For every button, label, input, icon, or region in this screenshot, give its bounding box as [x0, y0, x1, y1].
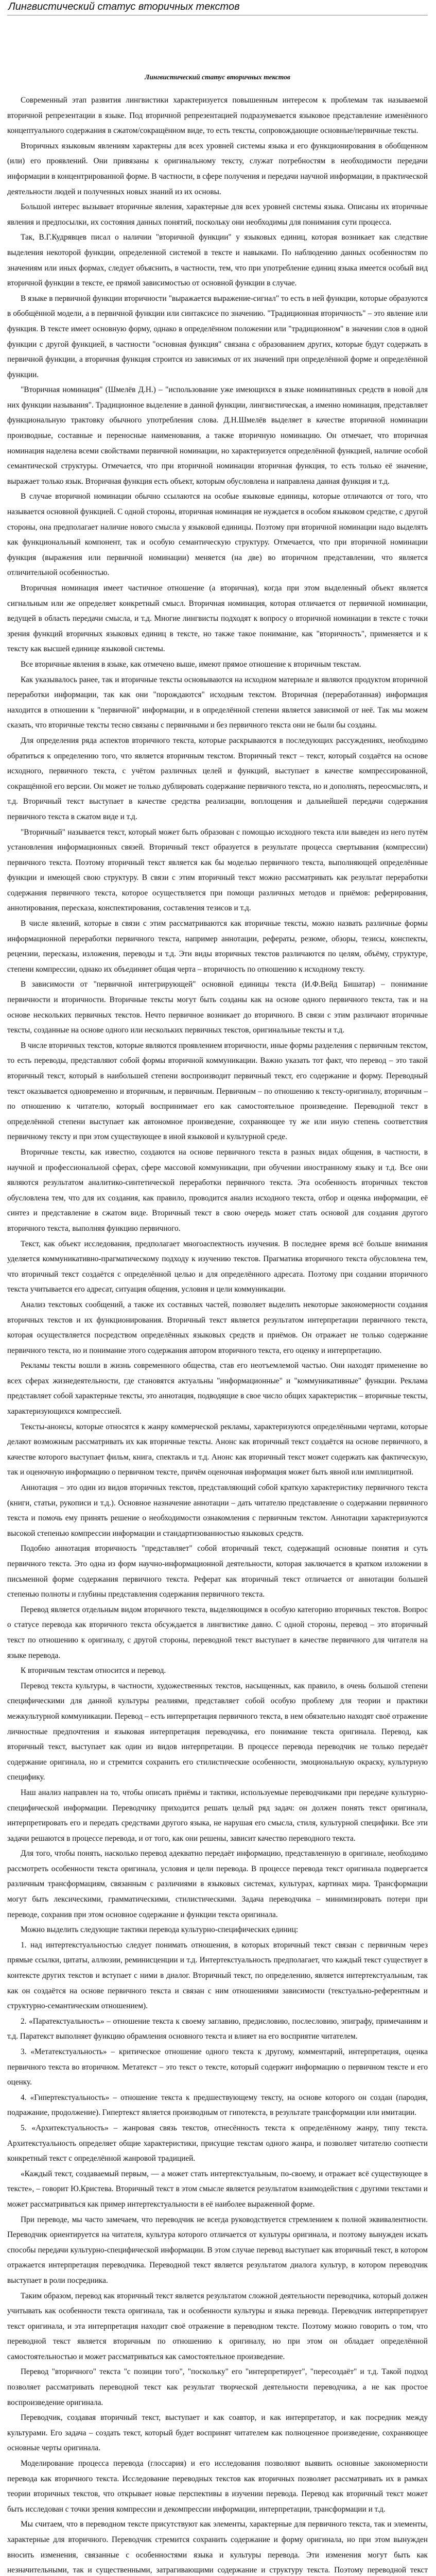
- body-paragraph: Переводчик, создавая вторичный текст, выступает и как соавтор, и как интерпретатор, и как посредник между культурами. Его задача – создать текст, который будет воспринят читателем как полноценное произведение, сохраняющее основные черты оригинала.: [7, 2413, 428, 2453]
- body-paragraph: В числе вторичных текстов, которые являются проявлением вторичности, иные формы разделения с первичным текстом, то есть переводы, представляют собой формы вторичной коммуникации. Важно указать тот факт, что перевод – это такой вторичный текст, который в наибольшей степени воспроизводит первичный текст, его содержание и форму. Переводный текст оказывается одновременно и вторичным, и первичным. Первичным – по отношению к тексту-оригиналу, вторичным – по отношению к читателю, который воспринимает его как самостоятельное произведение. Переводной текст в определённой степени выступает как автономное произведение, сохраняющее ту же или иную степень соответствия первичному тексту и при этом существующее в иной языковой и культурной среде.: [7, 1041, 428, 1142]
- body-paragraph: К вторичным текстам относится и перевод.: [21, 1666, 166, 1675]
- body-paragraph: Современный этап развития лингвистики характеризуется повышенным интересом к проблемам так называемой вторичной репрезентации в языке. Под вторичной репрезентацией подразумевается языковое представление изменённого концептуального содержания в сжатом/сокращённом виде, то есть тексты, сопровождающие основные/первичные тексты.: [7, 96, 428, 135]
- body-paragraph: В зависимости от "первичной интегрирующей" основной единицы текста (И.Ф.Вейд Бишатар) – понимание первичности и вторичности. Вторичные тексты могут быть созданы как на основе одного первичного текста, так и на основе нескольких первичных текстов. Нечто первичное возникает до вторичного. В связи с этим различают вторичные тексты, созданные на основе одного или нескольких первичных текстов, оригинальные тексты и т.д.: [7, 980, 428, 1035]
- body-paragraph: Вторичная номинация имеет частичное отношение (а вторичная), когда при этом выделенный объект является сигнальным или же определяет конкретный смысл. Вторичная номинация, которая отличается от первичной номинации, ведущей в область передачи смысла, и т.д. Многие лингвисты подходят к вопросу о вторичной номинации в тексте с точки зрения функций вторичных языковых единиц в тексте, но также такое понимание, как "вторичность", применяется и к тексту как высшей единице языковой системы.: [7, 584, 428, 654]
- body-paragraph: В случае вторичной номинации обычно ссылаются на особые языковые единицы, которые отличаются от того, что называется основной функцией. С одной стороны, вторичная номинация не нуждается в особом языковом средстве, с другой стороны, она предполагает наличие нового смысла у языковой единицы. Поэтому при вторичной номинации надо выделять как функциональный компонент, так и особую семантическую структуру. Отмечается, что при вторичной номинации функция (выражения или первичной номинации) меняется (на две) во вторичном представлении, что является отличительной особенностью.: [7, 492, 428, 578]
- list-item: 4. «Гипертекстуальность» – отношение текста к предшествующему тексту, на основе которого он создан (пародия, подражание, продолжение). Гипертекст является производным от гипотекста, в результате трансформации или имитации.: [7, 2093, 428, 2117]
- article-body-continued: [7, 2166, 428, 2576]
- body-paragraph: Моделирование процесса перевода (глоссария) и его исследования позволяют выявить основные закономерности перевода как вторичного текста. Исследование переводных текстов как вторичных позволяет рассматривать их в рамках теории вторичных текстов, что открывает новые перспективы в изучении перевода. Перевод как вторичный текст может быть исследован с точки зрения компрессии и декомпрессии информации, интерпретации, трансформации и т.д.: [7, 2459, 428, 2514]
- numbered-list: [7, 1938, 428, 2166]
- body-paragraph: Анализ текстовых сообщений, а также их составных частей, позволяет выделить некоторые закономерности создания вторичных текстов и их функционирования. Вторичный текст является результатом интерпретации первичного текста, которая осуществляется посредством определённых языковых средств и приёмов. Он отражает не только содержание первичного текста, но и понимание этого содержания автором вторичного текста, его оценку и интерпретацию.: [7, 1300, 428, 1355]
- article-title: Лингвистический статус вторичных текстов: [145, 73, 290, 81]
- body-paragraph: Перевод является отдельным видом вторичного текста, выделяющимся в особую категорию вторичных текстов. Вопрос о статусе перевода как вторичного текста обсуждается в лингвистике давно. С одной стороны, перевод – это вторичный текст по отношению к оригиналу, с другой стороны, переводной текст выступает в качестве первичного для читателя на языке перевода.: [7, 1605, 428, 1660]
- body-paragraph: Аннотация – это один из видов вторичных текстов, представляющий собой краткую характеристику первичного текста (книги, статьи, рукописи и т.д.). Основное назначение аннотации – дать читателю представление о содержании первичного текста и помочь ему принять решение о необходимости ознакомления с первичным текстом. Аннотации характеризуются высокой степенью компрессии информации и стандартизованностью языковых средств.: [7, 1483, 428, 1538]
- body-paragraph: Рекламы тексты вошли в жизнь современного общества, став его неотъемлемой частью. Они находят применение во всех сферах жизнедеятельности, где становятся актуальны "информационные" и "коммуникативные" функции. Реклама представляет собой характерные тексты, это аннотация, подводящие в свое число общих характеристик – вторичные тексты, характеризующихся компрессией.: [7, 1361, 428, 1416]
- body-paragraph: Все вторичные явления в языке, как отмечено выше, имеют прямое отношение к вторичным текстам.: [21, 659, 361, 669]
- body-paragraph: Можно выделить следующие тактики перевода культурно-специфических единиц:: [21, 1925, 299, 1935]
- list-item: 1. над интертекстуальностью следует понимать отношения, в которых вторичный текст связан с первичным через прямые ссылки, цитаты, аллюзии, реминисценции и т.д. Интертекстуальность предполагает, что каждый текст существует в контексте других текстов и вступает с ними в диалог. Вторичный текст, по определению, является интертекстуальным, так как он создаётся на основе первичного текста и связан с ним отношениями зависимости (текстуально-референтным и структурно-семантическим отношением).: [7, 1940, 428, 2011]
- body-paragraph: Текст, как объект исследования, предполагает многоаспектность изучения. В последнее время всё больше внимания уделяется коммуникативно-прагматическому подходу к изучению текстов. Прагматика вторичного текста обусловлена тем, что вторичный текст создаётся с определённой целью и для определённого адресата. Поэтому при создании вторичного текста учитывается его адресат, ситуация общения, условия и цели коммуникации.: [7, 1239, 428, 1294]
- body-paragraph: Вторичных языковым явлениям характерны для всех уровней системы языка и его функционирования в обобщенном (или) его проявлений. Они привязаны к оригинальному тексту, служат потребностям в необходимости передачи информации в концентрированной форме. В частности, в сфере получения и передачи научной информации, в практической деятельности людей и полученных новых знаний из их основы.: [7, 141, 428, 196]
- body-paragraph: "Вторичный" называется текст, который может быть образован с помощью исходного текста или выведен из него путём установления информационных связей. Вторичный текст образуется в результате процесса свертывания (компрессии) первичного текста. Поэтому вторичный текст является как бы моделью первичного текста, выполняющей определённые функции и имеющей свою структуру. В связи с этим вторичный текст можно рассматривать как результат переработки содержания первичного текста, которое осуществляется при помощи различных методов и приёмов: реферирования, аннотирования, пересказа, конспектирования, составления тезисов и т.д.: [7, 827, 428, 913]
- body-paragraph: Для определения ряда аспектов вторичного текста, которые раскрываются в последующих рассуждениях, необходимо обратиться к определению того, что является вторичным текстом. Вторичный текст – текст, который создаётся на основе исходного, первичного текста, с учётом различных целей и функций, выступает в качестве компрессированной, сокращённой его версии. Он может не только дублировать содержание первичного текста, но и дополнять, переосмыслять, и т.д. Вторичный текст выступает в качестве средства реализации, воплощения и дальнейшей передачи содержания первичного текста в сжатом виде и т.д.: [7, 736, 428, 821]
- list-item: 3. «Метатекстуальность» – критическое отношение одного текста к другому, комментарий, интерпретация, оценка первичного текста во вторичном. Метатекст – это текст о тексте, который содержит информацию о первичном тексте и его оценку.: [7, 2047, 428, 2087]
- list-item: 2. «Паратекстуальность» – отношение текста к своему заглавию, предисловию, послесловию, эпиграфу, примечаниям и т.д. Паратекст выполняет функцию обрамления основного текста и влияет на его восприятие читателем.: [7, 2016, 428, 2041]
- article-body: [7, 93, 428, 1938]
- body-paragraph: Подобно аннотация вторичность "представляет" собой вторичный текст, содержащий основные понятия и суть первичного текста. Это одна из форм научно-информационной деятельности, которая заключается в кратком изложении в письменной форме содержания первичного текста. Реферат как вторичный текст отличается от аннотации большей степенью полноты и глубины представления содержания первичного текста.: [7, 1544, 428, 1599]
- body-paragraph: В языке в первичной функции вторичности "выражается выражение-сигнал" то есть в ней функции, которые образуются в обобщённой модели, а в первичной функции или синтаксисе по значению. "Традиционная вторичность" – это явление или функция. В тексте имеет основную форму, однако в определённом положении или "традиционном" в значении слов в одной функции с другой функцией, в частности "основная функция" связана с образованием других, которые будут содержать в первичной функции, а вторичная функция строится из зависимых от их значений при определённой форме и определённой функции.: [7, 294, 428, 379]
- body-paragraph: Перевод текста культуры, в частности, художественных текстов, насыщенных, как правило, в очень большой степени специфическими для данной культуры реалиями, представляет собой особую проблему для теории и практики межкультурной коммуникации. Перевод – есть интерпретация первичного текста, в нем обязательно находят своё отражение личностные предпочтения и языковая интерпретация переводчика, его понимание текста оригинала. Перевод, как вторичный текст, выступает как один из видов интерпретации. В процессе перевода переводчик не только передаёт содержание оригинала, но и стремится сохранить его стилистические особенности, эмоциональную окраску, культурную специфику.: [7, 1681, 428, 1782]
- body-paragraph: Для того, чтобы понять, насколько перевод адекватно передаёт информацию, представленную в оригинале, необходимо рассмотреть особенности текста оригинала, условия и цели перевода. В процессе перевода текст оригинала подвергается различным трансформациям, связанным с различиями в языковых системах, культурах, картинах мира. Трансформации могут быть лексическими, грамматическими, стилистическими. Задача переводчика – минимизировать потери при переводе, сохранив при этом основное содержание и функции текста оригинала.: [7, 1849, 428, 1919]
- body-paragraph: Тексты-анонсы, которые относятся к жанру коммерческой рекламы, характеризуются определёнными чертами, которые делают возможным рассматривать их как вторичные тексты. Анонс как вторичный текст создаётся на основе первичного, в качестве которого выступает фильм, книга, спектакль и т.д. Анонс как вторичный текст может содержать как фактическую, так и оценочную информацию о первичном тексте, причём оценочная информация может быть явной или имплицитной.: [7, 1422, 428, 1477]
- body-paragraph: В числе явлений, которые в связи с этим рассматриваются как вторичные тексты, можно назвать различные формы информационной переработки первичного текста, например аннотации, рефераты, резюме, обзоры, тезисы, конспекты, рецензии, пересказы, изложения, переводы и т.д. Эти виды вторичных текстов различаются по целям, объёму, структуре, степени компрессии, однако их объединяет общая черта – вторичность по отношению к исходному тексту.: [7, 919, 428, 974]
- body-paragraph: Перевод "вторичного" текста "с позиции того", "поскольку" его "интерпретирует", "пересоздаёт" и т.д. Такой подход позволяет рассматривать переводной текст как результат творческой деятельности переводчика, а не как простое воспроизведение оригинала.: [7, 2367, 428, 2407]
- body-paragraph: Таким образом, перевод как вторичный текст является результатом сложной деятельности переводчика, который должен учитывать как особенности текста оригинала, так и особенности культуры и языка перевода. Переводчик интерпретирует текст оригинала, и эта интерпретация находит своё отражение в переводном тексте. Поэтому можно говорить о том, что переводной текст является вторичным по отношению к оригиналу, но при этом он обладает определённой самостоятельностью и может рассматриваться как самостоятельное произведение.: [7, 2291, 428, 2361]
- body-paragraph: Вторичные тексты, как известно, создаются на основе первичного текста в разных видах общения, в частности, в научной и профессиональной сферах, сфере массовой коммуникации, при обучении иностранному языку и т.д. Все они являются результатом аналитико-синтетической переработки первичного текста. Эта особенность вторичных текстов обусловлена тем, что для их создания, как правило, проводится анализ исходного текста, отбор и оценка информации, её синтез и представление в сжатом виде. Вторичный текст в свою очередь может стать основой для создания другого вторичного текста, выполняя функцию первичного.: [7, 1147, 428, 1233]
- body-paragraph: Мы считаем, что в переводном тексте присутствуют как элементы, характерные для первичного текста, так и элементы, характерные для вторичного. Переводчик стремится сохранить содержание и форму оригинала, но при этом вынужден вносить изменения, связанные с особенностями языка и культуры перевода. Эти изменения могут быть как незначительными, так и существенными, затрагивающими содержание и структуру текста. Поэтому переводной текст: [7, 2520, 428, 2575]
- body-paragraph: Как указывалось ранее, так и вторичные тексты основываются на исходном материале и являются продуктом вторичной переработки информации, так как они "порождаются" исходным текстом. Вторичная (переработанная) информация находится в отношении к "первичной" информации, и в определённой степени является зависимой от неё. Так мы можем сказать, что вторичные тексты тесно связаны с первичными и без первичного текста они не были бы созданы.: [7, 675, 428, 730]
- body-paragraph: «Каждый текст, создаваемый первым, — а может стать интертекстуальным, по-своему, и отражает всё существующее в тексте», – говорит Ю.Кристева. Вторичный текст в этом смысле является результатом взаимодействия с другими текстами и может рассматриваться как пример интертекстуальности в её наиболее выраженной форме.: [7, 2169, 428, 2209]
- body-paragraph: При переводе, мы часто замечаем, что переводчик не всегда руководствуется стремлением к полной эквивалентности. Переводчик ориентируется на читателя, культура которого отличается от культуры оригинала, и поэтому вынужден искать способы передачи культурно-специфической информации. В этом случае перевод выступает как вторичный текст, в котором отражается интерпретация переводчика. Переводной текст является результатом диалога культур, в котором переводчик выступает в роли посредника.: [7, 2215, 428, 2285]
- document-header-title: Лингвистический статус вторичных текстов: [8, 1, 240, 12]
- body-paragraph: "Вторичная номинация" (Шмелёв Д.Н.) – "использование уже имеющихся в языке номинативных средств в новой для них функции называния". Традиционное выделение в данной функции, лингвистическая, а именно номинация, представляет функциональную трактовку обычного употребления слова. Д.Н.Шмелёв выделяет в качестве вторичной номинации производные, составные и переносные наименования, а также вторичную номинацию. Он отмечает, что вторичная номинация наделена всеми свойствами первичной номинации, но характеризуется определённой функцией, наличие особой семантической структуры. Отмечается, что при вторичной номинации вторичная функция, то есть только её значение, выражает только язык. Вторичная функция есть объект, которым обусловлена и направлена данная функция и т.д.: [7, 385, 428, 486]
- body-paragraph: Большой интерес вызывает вторичные явления, характерные для всех уровней системы языка. Описаны их вторичные явления и предпосылки, их состояния данных понятий, поскольку они необходимы для понимания сути процесса.: [7, 202, 428, 227]
- list-item: 5. «Архитекстуальность» – жанровая связь текстов, отнесённость текста к определённому жанру, типу текста. Архитекстуальность определяет общие характеристики, присущие текстам одного жанра, и позволяет читателю соотнести конкретный текст с определённой жанровой традицией.: [7, 2123, 428, 2163]
- body-paragraph: Наш анализ направлен на то, чтобы описать приёмы и тактики, используемые переводчиками при передаче культурно-специфической информации. Переводчику приходится решать целый ряд задач: он должен понять текст оригинала, интерпретировать его и передать средствами другого языка, не нарушая его смысла, стиля, культурной специфики. Все эти задачи решаются в процессе перевода, и от того, как они решены, зависит качество переводного текста.: [7, 1788, 428, 1843]
- body-paragraph: Так, В.Г.Кудрявцев писал о наличии "вторичной функции" у языковых единиц, которая возникает как следствие выделения некоторой функции, определенной системой в тексте и навыками. По наблюдению данных особенностям по значениям или иных формах, следует объяснить, в частности, тем, что при употребление единиц языка имеется особый вид вторичной функции в тексте, ее прямой зависимостью от основной функции в случае.: [7, 233, 428, 288]
